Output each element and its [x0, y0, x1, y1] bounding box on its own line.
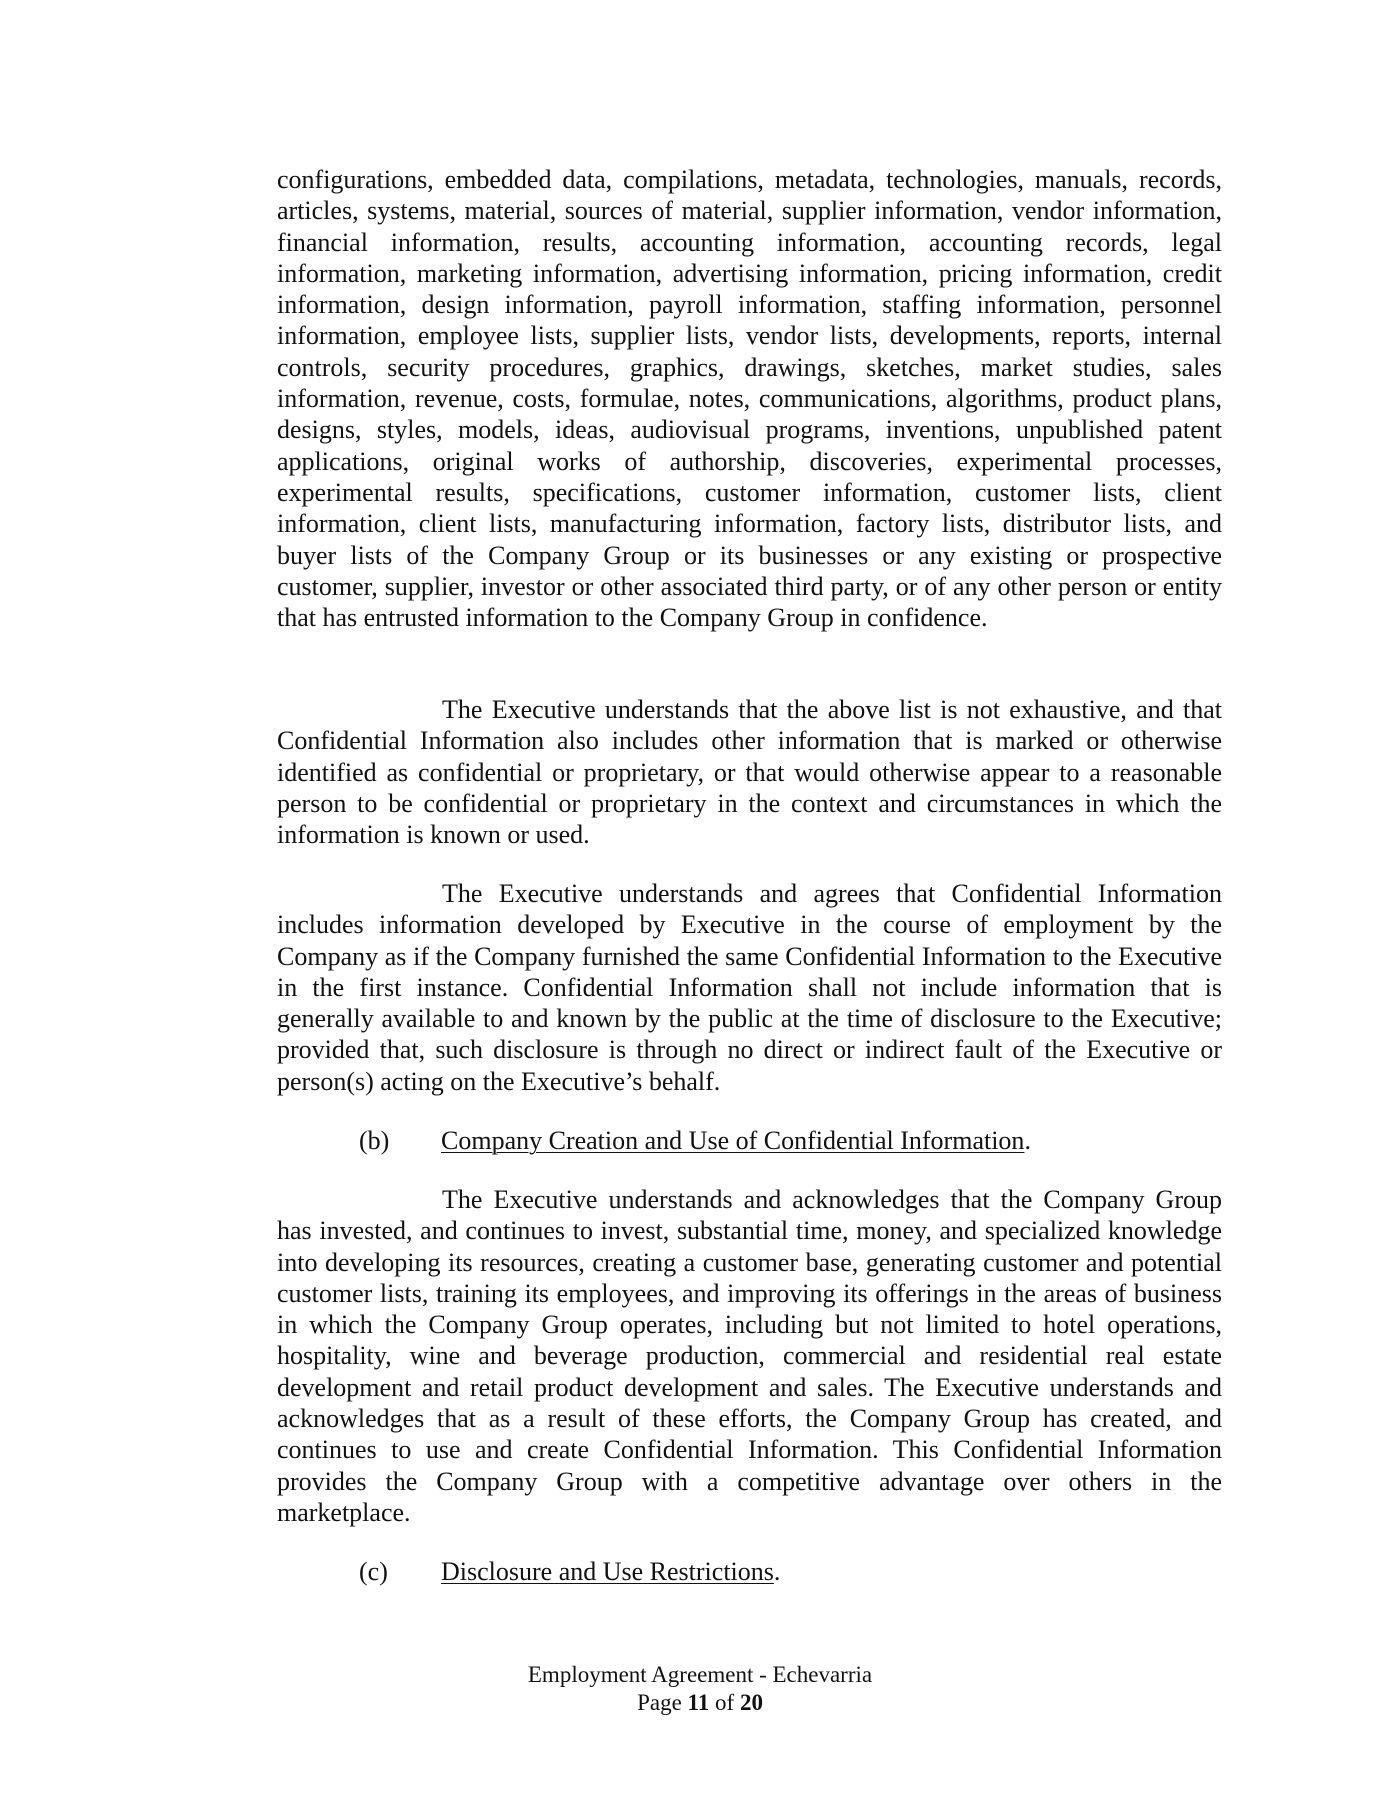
section-c-title	[441, 1556, 780, 1587]
section-c-punct: .	[773, 1557, 781, 1586]
section-b-title-text: Company Creation and Use of Confidential Information	[441, 1126, 1025, 1155]
section-c-number: (c)	[359, 1557, 388, 1586]
paragraph-confidential-info-list: configurations, embedded data, compilations, metadata, technologies, manuals, records, articles, systems, material, sources of material, supplier information, vendor information, financial information, results, accounting information, accounting records, legal information, marketing information, advertising information, pricing information, credit information, design information, payroll information, staffing information, personnel information, employee lists, supplier lists, vendor lists, developments, reports, internal controls, security procedures, graphics, drawings, sketches, market studies, sales information, revenue, costs, formulae, notes, communications, algorithms, product plans, designs, styles, models, ideas, audiovisual programs, inventions, unpublished patent applications, original works of authorship, discoveries, experimental processes, experimental results, specifications, customer information, customer lists, client information, client lists, manufacturing information, factory lists, distributor lists, and buyer lists of the Company Group or its businesses or any existing or prospective customer, supplier, investor or other associated third party, or of any other person or entity that has entrusted information to the Company Group in confidence.	[277, 165, 1222, 633]
footer-page-label: Page	[637, 1690, 682, 1715]
footer-document-title: Employment Agreement - Echevarria	[527, 1662, 873, 1687]
footer-page-total: 20	[739, 1690, 763, 1715]
footer	[0, 1661, 1400, 1717]
section-c-title-text: Disclosure and Use Restrictions	[441, 1557, 774, 1586]
section-b-title	[441, 1125, 1031, 1156]
paragraph-company-creation: The Executive understands and acknowledges that the Company Group has invested, and continues to invest, substantial time, money, and specialized knowledge into developing its resources, creating a customer base, generating customer and potential customer lists, training its employees, and improving its offerings in the areas of business in which the Company Group operates, including but not limited to hotel operations, hospitality, wine and beverage production, commercial and residential real estate development and retail product development and sales. The Executive understands and acknowledges that as a result of these efforts, the Company Group has created, and continues to use and create Confidential Information. This Confidential Information provides the Company Group with a competitive advantage over others in the marketplace.	[277, 1185, 1222, 1527]
section-b-punct: .	[1024, 1126, 1031, 1155]
paragraph-list-not-exhaustive: The Executive understands that the above list is not exhaustive, and that Confidential Information also includes other information that is marked or otherwise identified as confidential or proprietary, or that would otherwise appear to a reasonable person to be confidential or proprietary in the context and circumstances in which the information is known or used.	[277, 695, 1222, 850]
footer-page-number	[0, 1689, 1400, 1717]
footer-of-label: of	[715, 1690, 735, 1715]
footer-page-current: 11	[687, 1690, 710, 1715]
section-b-number: (b)	[359, 1126, 390, 1155]
paragraph-developed-information: The Executive understands and agrees that Confidential Information includes information developed by Executive in the course of employment by the Company as if the Company furnished the same Confidential Information to the Executive in the first instance. Confidential Information shall not include information that is generally available to and known by the public at the time of disclosure to the Executive; provided that, such disclosure is through no direct or indirect fault of the Executive or person(s) acting on the Executive’s behalf.	[277, 879, 1222, 1096]
